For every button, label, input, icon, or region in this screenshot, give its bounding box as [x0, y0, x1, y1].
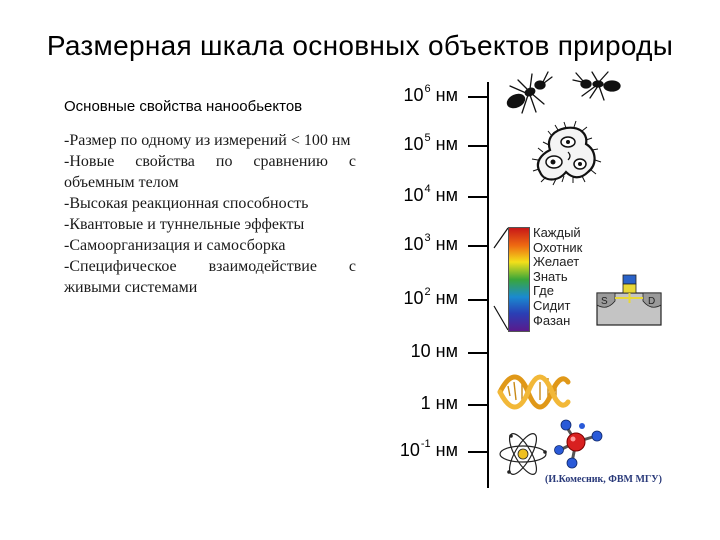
mnemonic-word: Знать	[533, 268, 568, 284]
scale-label: $10^6$ нм	[403, 83, 458, 105]
scale-label: 10 нм	[410, 341, 458, 361]
property-item: -Специфическое взаимодействие с живыми системами	[64, 258, 356, 296]
properties-list	[64, 130, 356, 298]
mnemonic-word: Охотник	[533, 239, 583, 255]
scale-tick	[468, 245, 488, 247]
scale-tick	[468, 352, 488, 354]
scale-tick	[468, 404, 488, 406]
mnemonic-word: Сидит	[533, 297, 571, 313]
cell-icon	[528, 120, 606, 192]
scale-tick	[468, 196, 488, 198]
property-item: -Квантовые и туннельные эффекты	[64, 216, 305, 233]
source-label: S	[601, 296, 608, 307]
page-title: Размерная шкала основных объектов природы	[46, 30, 674, 61]
dna-icon	[498, 370, 570, 414]
scale-tick	[468, 145, 488, 147]
scale-label: $10^{-1}$ нм	[399, 438, 458, 460]
mnemonic-word: Где	[533, 283, 554, 299]
bracket-icon	[490, 224, 510, 334]
credit-text: (И.Комесник, ФВМ МГУ)	[545, 474, 662, 485]
scale-tick	[468, 299, 488, 301]
spectrum-mnemonic	[533, 226, 582, 328]
atom-icon	[497, 428, 549, 480]
property-item: -Самоорганизация и самосборка	[64, 237, 286, 254]
drain-label: D	[648, 296, 656, 307]
mnemonic-word: Желает	[533, 254, 580, 270]
scale-label: $10^2$ нм	[403, 286, 458, 308]
scale-label: $10^4$ нм	[403, 183, 458, 205]
ant-icon	[500, 68, 630, 120]
mnemonic-word: Каждый	[533, 225, 581, 240]
scale-label: $10^5$ нм	[403, 132, 458, 154]
spectrum-icon	[508, 227, 530, 332]
property-item: -Высокая реакционная способность	[64, 195, 309, 212]
property-item: -Новые свойства по сравнению с объемным телом	[64, 153, 356, 191]
scale-tick	[468, 96, 488, 98]
scale-label: $10^3$ нм	[403, 232, 458, 254]
molecule-icon	[552, 416, 610, 474]
scale-label: 1 нм	[420, 393, 458, 413]
mnemonic-word: Фазан	[533, 312, 571, 328]
transistor-icon	[593, 271, 665, 327]
properties-heading: Основные свойства нанообьектов	[64, 98, 303, 115]
scale-tick	[468, 451, 488, 453]
property-item: -Размер по одному из измерений < 100 нм	[64, 132, 351, 149]
scale-axis	[487, 82, 489, 488]
